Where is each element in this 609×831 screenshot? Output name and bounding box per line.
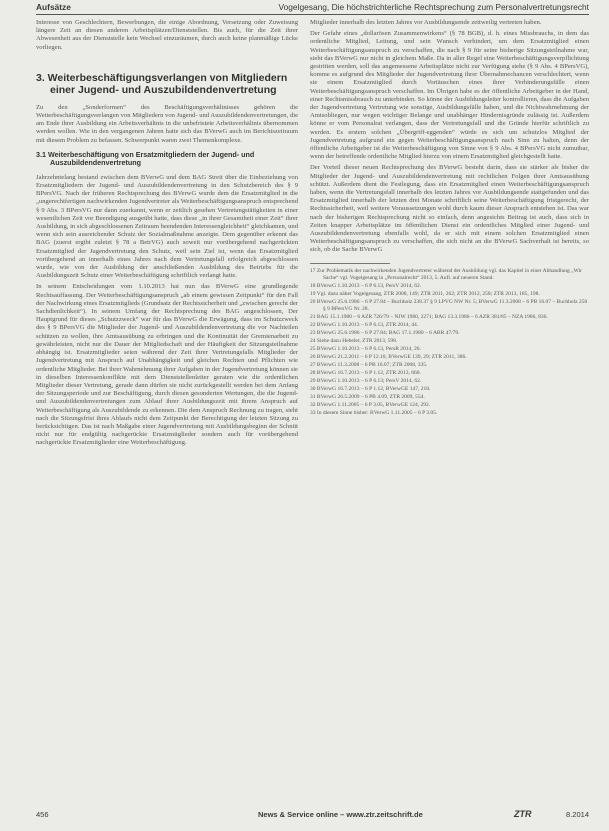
paragraph: Jahrzehntelang bestand zwischen dem BVerwG und dem BAG Streit über die Einbeziehung von Ersatzmitgliedern der Jugend- und Auszubildendenvertretung in den Schutzbereich des § 9 BPersVG. Nach der früheren Rechtsprechung des BVerwG wurde dem die Ersatzmitglied in die „ungerechtfertigen nachwirkenden Jugendvertreter als Weiterbeschäftigungsanspruch entsprechend § 9 Abs. 3 BPersVG nur dann zuerkannt, wenn er zeitlich gesehen Vertretungstätigkeiten in einer wesentlichen Zeit vor Beendigung ausgeübt hatte, dass diese „in ihrer Gesamtheit einer Zeit“ ihrer Ausbildung, in sich abgeschlossenen Zeitraum beendenden Interessengleichheit“ gleichkamen, und wenn sich sein ausreichender Schutz der Sozialmaßnahme anzeigte. Dem gegenüber erkennt das BAG (zuerst ergibt zuletzt § 78 a BetrVG) auch soweit nur vorübergehend nachgerückten Ersatzmitglied der Jugendvertretung den Schutz, weil sein Ziel ist, wenn das Ersatzmitglied vorübergehend an innerhalb eines Jahres nach dem Vertretungsfall erfolgreich abgeschlossen wurde, wie von der Ausbildung der anschließenden Ausbildung des Betriebs für die Ausbildungszeit Schutz einer Weiterbeschäftigung schriftlich verlangt hatte. bbox=[36, 173, 298, 280]
issue-number: 8.2014 bbox=[566, 810, 589, 819]
footnote: 20 BVerwG 25.6.1986 – 6 P 27.84 – Buchholz 238.37 § 9 LPVG NW Nr. 5; BVerwG 11.3.2008 – 6 PB 16.07 – Buchholz 250 § 9 BPersVG Nr. 28. bbox=[310, 298, 588, 312]
paragraph: Interesse von Geschlechtern, Bewerbungen, die einige Abordnung, Versetzung oder Zuweisung längere Zeit an diesen anderen Arbeitsplätzen/Dienststellen. Bis auch, für die Zeit ihrer Abwesenheit aus der Dienststelle kein Wechsel einzuräumen, durch auch keine planmäßige Lücke vorliegen. bbox=[36, 19, 298, 51]
running-header bbox=[36, 0, 589, 15]
footer-website: News & Service online – www.ztr.zeitschrift.de bbox=[258, 810, 423, 819]
footnote: 29 BVerwG 1.10.2013 – 6 P 6.13; PersV 2014, 62. bbox=[310, 377, 422, 384]
paragraph: Der Gefahr eines „dollarösen Zusammenwirkens“ (§ 78 BGB), d. h. eines Missbrauchs, in dem das ordentliche Mitglied, Leitung, und sein Wunsch verhindert, um dem Ersatzmitglied einen Weiterbeschäftigungsanspruch zu verschaffen, die nach § 9 für seine bisherige Sitzungsteilnahme war, sieht das BVerwG nur nicht in gleichem Maße. Da in aller Regel eine Weiterbeschäftigungsverpflichtung gestritten werden, soll das angemessene Arbeitsplätze nicht zur Verfügung stehe (§ 9 Abs. 4 BPersVG), komme es aufgrund des Mitglieder der Jugendvertretung ihrer Übernahmechancen verschlechtert, wenn sie einem Ersatzmitglied durch Vortäuschen eines ihrer Verhinderungsfälle einen Weiterbeschäftigungsanspruch verschaffen. Im Übrigen habe es der öffentliche Arbeitgeber in der Hand, einer Rechtsmissbrauch zu unterbinden. So könne der Ausbildungsleiter kontrollieren, dass die Aufgaben der Jugendvertretung Vertretung wie sonstige, Ausbildungsfälle haben, und die Nichtwahrnehmung der Amtsobliegen, nur wegen wichtiger Belange und unabhänger Hindernisgründe zulässig ist. Außerdem könne er vom Personalrat verlangen, dass der Vertretungsfall und die Gründe hierfür schriftlich zu werden. Es erstem solchen „Übergriff-eggenden“ würde es sich um schutzlos Mitglied der Jugendvertretung aufgrund ein gegen Weiterbeschäftigungsanspruch nach Sinn zu halten, denn der öffentliche Arbeitgeber ist die Weiterbeschäftigung von Sinne von § 9 Abs. 4 BPersVG nicht zumutbar, wenn der betreffende ordentliche Mitglied hierzu von einem Ersatzmitglied gleichgestellt hatte. bbox=[310, 30, 589, 161]
footnote: 26 BVerwG 21.2.2011 – 6 P 12.10, BVerwGE 139, 29; ZTR 2011, 386. bbox=[310, 353, 467, 360]
footnote: 30 BVerwG 16.7.2013 – 6 P 1.12, BVerwGE 147, 218. bbox=[310, 385, 431, 392]
footnote: 18 BVerwG 1.10.2013 – 6 P 6.13, PersV 2014, 62. bbox=[310, 282, 422, 289]
footnote: 21 BAG 15.1.1980 – 6 AZR 726/79 – NJW 1980, 2271; BAG 13.3.1986 – 6 AZR 381/85 – NZA 1986, 836. bbox=[310, 313, 548, 320]
footnote-divider bbox=[310, 263, 390, 264]
paragraph: Der Vorteil dieser neuen Rechtsprechung des BVerwG besteht darin, dass sie stärker als bisher die Mitglieder der Jugend- und Auszubildendenvertretung mit rechtlichen Folgen ihrer Amtsausübung schützt. Außerdem dient die Festlegung, dass ein Ersatzmitglied einen Weiterbeschäftigungsanspruch haben, wenn die Vertretungsfall innerhalb des letzten Jahres vor Ausbildungsende stattgefunden und das Ersatzmitglied innerhalb der letzten drei Monate schriftlich seine Weiterbeschäftigung fristgerecht, der Rechtssicherheit, weil weitere Voraussetzungen wohl durch kaum dieser Ansprach entstehen ist. Das war nach der bisherigen Rechtsprechung nicht so einfach, denn angesichts Beitrag ist auch, dass sich in Zeiten knapper Arbeitsplätze im öffentlichen Dienst ein ordentliches Mitglied einer Jugend- und Auszubildendenvertretung ebenfalls wohl, da er sich mit einem solchen Ersatzmitglied einen Weiterbeschäftigungsanspruch zu verschaffen, die sich nicht an die BVerwG Sachverhalt ist bereits, so sich, ob die Sache BVerwG bbox=[310, 164, 589, 254]
left-column bbox=[36, 19, 298, 451]
right-column bbox=[310, 19, 589, 418]
footnote: 27 BVerwG 11.3.2008 – 6 PB 16.07; ZTR 2008, 335. bbox=[310, 361, 428, 368]
footnote: 19 Vgl. dazu näher Vogelgesang, ZTR 2008, 149; ZTR 2011, 262; ZTR 2012, 258; ZTR 2013, 185, 198. bbox=[310, 290, 540, 297]
section-heading: 3. Weiterbeschäftigungsverlangen von Mitgliedern einer Jugend- und Auszubildendenvertretung bbox=[36, 71, 288, 96]
journal-logo: ZTR bbox=[514, 809, 532, 819]
footnote: 32 BVerwG 1.11.2005 – 6 P 3.05, BVerwGE 124, 292. bbox=[310, 401, 431, 408]
section-label: Aufsätze bbox=[36, 2, 71, 12]
paragraph: Zu den „Sonderformen“ des Beschäftigungsverhältnisses gehören die Weiterbeschäftigungsverlangen von Mitgliedern von Jugend- und Auszubildendenvertretungen, die am Ende ihrer Ausbildung ein Arbeitsverhältnis in die unbefristete Arbeitsverhältnis übernommen werden wollen. Wie in den vergangenen Jahren hatte sich das BVerwG auch im Berichtszeitraum mit diesem Problem zu befassen. Schwerpunkt waren zwei Themenkomplexe. bbox=[36, 103, 298, 144]
running-title: Vogelgesang, Die höchstrichterliche Rechtsprechung zum Personalvertretungsrecht bbox=[278, 2, 589, 12]
paragraph: In seinem Entscheidungen vom 1.10.2013 hat nun das BVerwG eine grundlegende Rechtsauffassung. Der Weiterbeschäftigungsanspruch „ab einem gewissen Zeitpunkt“ für den Fall der Nachwirkung eines Ersatzmitglieds (Grundsatz der Rechtssicherheit und „zwischen gerecht der Sachdienlichkeit“). In seinem Umfang der Rechtsprechung des BAG angeschlossen, Der Hauptgrund für dieses „Schutzzweck“ war für das BVerwG die Erwägung, dass im Schutzzweck des § 9 BPersVG die Mitglieder der Jugend- und Auszubildendenvertretung die vor Nachteilen schützen zu wollen, ihre Amtsausübung zu erbringen und die Kontinuität der Gremienarbeit zu gewährleisten, nicht nur die Dauer der Mitgliedschaft und der Häufigkeit der Sitzungsteilnahme abhängig ist. Ersatzmitglieder seien während der Zeit ihrer Vertretungsfalls Mitglieder der Jugendvertretung mit Anspruch auf Unabhängigkeit und gleichen Rechten und Pflichten wie ordentliche Mitglieder. Bei ihrer Wahrnehmung ihrer Aufgaben in der Jugendvertretung können sie in dieselben Interessenkonflikte mit dem Dienststellenleiter geraten wie die ordentlichen Mitglieder dieser Vertretung, gerade dann dürfen sie nicht zurückgestellt werden bei dem Anfang der Sitzungsperiode und zur Beschäftigung, durch diesen gesonderten Wertungen, die die Jugend- und Auszubildendenvertretungen zum Ablauf ihrer Ausbildungszeit mit ihrem Anspruch auf Weiterbeschäftigung als Auszubildende zu erkennen. Die dem Anspruch Rechnung zu tragen, sieht nach die Sitzungsfrist ihres Ablaufs nicht dem Zeitpunkt der Berechtigung der letzten Sitzung zu berücksichtigen. Das ist nach Maßgabe einer Jugendvertretung mit Ausbildungsbeginn der Schnitt nicht nur für endgültig nachgerückte Ersatzmitglieder sondern auch für vorübergehend nachgerückte Ersatzmitglieder eine Weiterbeschäftigung. bbox=[36, 283, 298, 447]
paragraph: Mitglieder innerhalb des letzten Jahres vor Ausbildungsende zeitweilig vertreten haben. bbox=[310, 19, 542, 26]
page-number: 456 bbox=[36, 810, 49, 819]
footnote: 31 BVerwG 26.5.2009 – 6 PB 4.09, ZTR 2009, 554. bbox=[310, 393, 425, 400]
footnote: 25 BVerwG 1.10.2013 – 6 P 6.13, PersR 2014, 26. bbox=[310, 345, 421, 352]
footnotes bbox=[310, 268, 589, 417]
footnote: 23 BVerwG 25.6.1986 – 6 P 27.84; BAG 17.1.1980 – 6 ABR 47/79. bbox=[310, 329, 460, 336]
footnote: 24 Siehe dazu Hebeler, ZTR 2013, 598. bbox=[310, 337, 398, 344]
footnote: 22 BVerwG 1.10.2013 – 6 P 6.13, ZTR 2014, 44. bbox=[310, 321, 419, 328]
footnote: 17 Zur Problematik der nachwirkenden Jugendvertreter während der Ausbildung vgl. das Kapitel in einer Abhandlung „Wir Sache“ vgl. Vogelgesang in „Personalrecht“ 2013, 5. Aufl. auf neueren Stand. bbox=[310, 267, 582, 281]
footnote: 33 In diesem Sinne bisher: BVerwG 1.11.2005 – 6 P 3.05. bbox=[310, 409, 438, 416]
subsection-heading: 3.1 Weiterbeschäftigung von Ersatzmitgliedern der Jugend- und Auszubildendenvertretung bbox=[36, 149, 255, 168]
footnote: 28 BVerwG 16.7.2013 – 6 P 1.12, ZTR 2013, 660. bbox=[310, 369, 421, 376]
